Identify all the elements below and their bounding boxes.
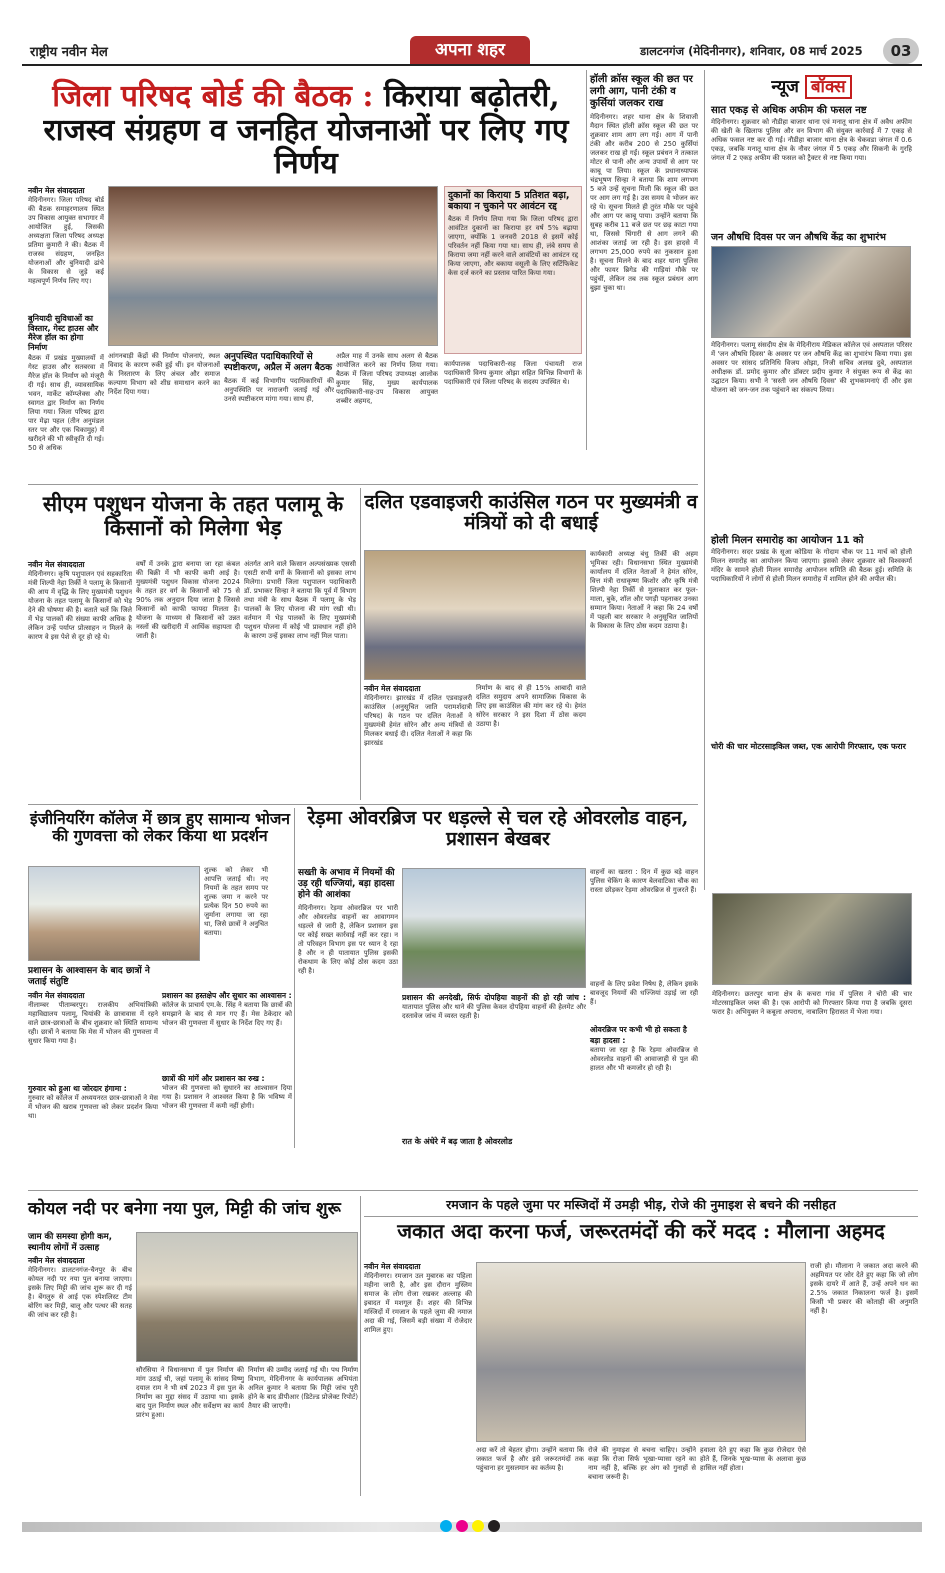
lead-body2: बैठक में प्रखंड मुख्यालयों में गेस्ट हाउस और सतबरवा में मैरेज हॉल के निर्माण को मंजूरी दी गई। साथ ही, व्यावसायिक भवन, मार्केट कॉम्प्लेक्स और स्वागत द्वार निर्माण का निर्णय लिया गया। जिला परिषद द्वारा पार मेढ़ा पहल (तीन अनुमंडल स्तर पर और एक चिकामुह) में खरीदने की भी स्वीकृति दी गई। 50 से अधिक	[28, 354, 104, 452]
dateline: डालटनगंज (मेदिनीनगर), शनिवार, 08 मार्च 2025	[640, 44, 863, 58]
ramzan-banner: रमजान के पहले जुमा पर मस्जिदों में उमड़ी भीड़, रोजे की नुमाइश से बचने की नसीहत	[364, 1196, 918, 1217]
engineering-subhead: प्रशासन के आश्वासन के बाद छात्रों ने जताई संतुष्टि	[28, 966, 150, 987]
lead-photo-meeting	[108, 186, 438, 346]
lead-reporter: नवीन मेल संवाददाता	[28, 186, 85, 195]
ramzan-body2: अदा करें तो बेहतर होगा। उन्होंने बताया कि जकात फर्ज है और इसे जरूरतमंदों तक पहुंचाना हर मुसलमान का कर्तव्य है।	[476, 1446, 584, 1472]
redma-subhead-b: ओवरब्रिज पर कभी भी हो सकता है बड़ा हादसा :	[590, 1025, 687, 1045]
lead-body3: आंगनबाड़ी केंद्रों की निर्माण योजनाएं, स्थल विवाद के कारण रुकी हुई थीं। इन योजनाओं के निस्तारण के लिए अंचल और समाज कल्याण विभाग को शीघ्र समाधान करने का निर्देश दिया गया।	[108, 352, 220, 396]
redma-subhead: सख्ती के अभाव में नियमों की उड़ रही धज्जियां, बड़ा हादसा होने की आशंका	[298, 868, 395, 900]
column-rule	[586, 70, 587, 450]
engineering-body3: शुल्क को लेकर भी आपत्ति जताई थी। नए नियमों के तहत समय पर शुल्क जमा न करने पर प्रत्येक दिन 50 रुपये का जुर्माना लगाया जा रहा था, जिसे छात्रों ने अनुचित बताया।	[204, 866, 268, 937]
koyal-body1: मेदिनीनगर। डालटनगंज-चैनपुर के बीच कोयल नदी पर नया पुल बनाया जाएगा। इसके लिए मिट्टी की जांच शुरू कर दी गई है। बेंगलुरु से आई एक स्पेशलिस्ट टीम बोरिंग कर मिट्टी, बालू और पत्थर की सतह की जांच कर रही है।	[28, 1266, 132, 1319]
ramzan-body5: राजी हो। मौलाना ने जकात अदा करने की अहमियत पर जोर देते हुए कहा कि जो लोग इसके दायरे में आते हैं, उन्हें अपने धन का 2.5% जकात निकालना फर्ज है। इसमें किसी भी प्रकार की कोताही की अनुमति नहीं है।	[810, 1262, 918, 1315]
news-box-b1: मेदिनीनगर। शुक्रवार को नौडीहा बाजार थाना एवं मनातू थाना क्षेत्र में अवैध अफीम की खेती के खिलाफ पुलिस और वन विभाग की संयुक्त कार्रवाई में 7 एकड़ से अधिक फसल नष्ट कर दी गई। नौडीहा बाजार थाना क्षेत्र के चेकवडा जंगल में 0.6 एकड़, जबकि मनातू थाना क्षेत्र के नौवर जंगल में 5 एकड़ और सिकनी के गुरहि जंगल में 2 एकड़ अफीम की फसल को ट्रैक्टर से नष्ट किया गया।	[711, 118, 912, 162]
school-fire-body: मेदिनीनगर। शहर थाना क्षेत्र के शिवाजी मैदान स्थित हॉली क्रॉस स्कूल की छत पर शुक्रवार शाम आग लग गई। आग में पानी टंकी और करीब 200 से 250 कुर्सियां जलकर राख हो गईं। स्कूल प्रबंधन ने तत्काल मोटर से पानी और अन्य उपायों से आग पर काबू पा लिया। स्कूल के प्रधानाध्यापक चंद्रभूषण सिन्हा ने बताया कि शाम लगभग 5 बजे उन्हें सूचना मिली कि स्कूल की छत पर आग लग गई है। उस समय वे भोजन कर रहे थे। सूचना मिलते ही तुरंत मौके पर पहुंचे और आग पर काबू पाया। उन्होंने बताया कि सुबह करीब 11 बजे छत पर छड़ काटा गया था, जिससे चिंगारी से आग लगने की आशंका जताई जा रही है। इस हादसे में लगभग 25,000 रुपये का नुकसान हुआ है। सूचना मिलने के बाद शहर थाना पुलिस और फायर ब्रिगेड की गाड़ियां मौके पर पहुंचीं, लेकिन तब तक स्कूल प्रबंधन आग बुझा चुका था।	[590, 113, 698, 292]
engineering-col2	[162, 990, 292, 1154]
news-box-b3: मेदिनीनगर। सदर प्रखंड के सूआ कोडिया के गोदाम चौक पर 11 मार्च को होली मिलन समारोह का आयोजन किया जाएगा। इसको लेकर शुक्रवार को विश्वकर्मा मंदिर के सामने होली मिलन समारोह आयोजन समिति की बैठक हुई। समिति के पदाधिकारियों ने लोगों से होली मिलन समारोह में शामिल होने की अपील की।	[711, 548, 912, 583]
pashudhan-body3: अंतर्गत आने वाले किसान अल्पसंख्यक एससी एसटी सभी वर्गों के किसानों को इसका लाभ मिलेगा। प्रभारी जिला पशुपालन पदाधिकारी डॉ. प्रभाकर सिन्हा ने बताया कि पूर्व में विभाग तथा मंत्री के साथ बैठक में पलामू के भेड़ पालकों के लिए योजना की मांग रखी थी। वर्तमान में भेड़ पालकों के लिए मुख्यमंत्री पशुधन योजना में कोई भी प्रावधान नहीं होने के कारण उन्हें इसका लाभ नहीं मिल पाता।	[244, 560, 356, 640]
news-box-h2: जन औषधि दिवस पर जन औषधि केंद्र का शुभारंभ	[711, 232, 886, 243]
row-rule	[28, 484, 698, 485]
redma-photo-bridge	[402, 868, 586, 988]
page-number: 03	[883, 38, 919, 64]
ramzan-photo-namaz	[476, 1262, 806, 1442]
redma-body5: यातायात पुलिस और थाने की पुलिस केवल दोपहिया वाहनों की हेलमेट और दस्तावेज जांच में व्यस्त रहती है।	[402, 1003, 586, 1020]
row-rule	[28, 1190, 918, 1191]
ramzan-reporter: नवीन मेल संवाददाता	[364, 1262, 421, 1271]
redma-col4	[590, 1024, 698, 1136]
news-box-label-red: बॉक्स	[805, 75, 852, 99]
redma-subhead-c: प्रशासन की अनदेखी, सिर्फ दोपहिया वाहनों की हो रही जांच :	[402, 993, 586, 1002]
dalit-body2: निर्माण के बाद से ही 15% आबादी वाले दलित समुदाय अपने सामाजिक विकास के लिए इस काउंसिल की मांग कर रहे थे। हेमंत सोरेन सरकार ने इस दिशा में ठोस कदम उठाया है।	[476, 684, 586, 728]
lead-body5: अप्रैल माह में उनके साथ अलग से बैठक आयोजित करने का निर्णय लिया गया। बैठक में जिला परिषद उपाध्यक्ष आलोक कुमार सिंह, मुख्य कार्यपालक पदाधिकारी-सह-उप विकास आयुक्त शब्बीर अहमद,	[336, 352, 438, 405]
school-fire-story	[590, 74, 698, 483]
lead-box-body: बैठक में निर्णय लिया गया कि जिला परिषद द्वारा आवंटित दुकानों का किराया हर वर्ष 5% बढ़ाया जाएगा, क्योंकि 1 जनवरी 2018 से इसमें कोई परिवर्तन नहीं किया गया था। साथ ही, लंबे समय से किराया जमा नहीं करने वाले आवंटियों का आवंटन रद्द किया जाएगा, और बकाया वसूली के लिए सर्टिफिकेट केस दर्ज करने का प्रस्ताव पारित किया गया।	[448, 215, 578, 277]
koyal-subhead: जाम की समस्या होगी कम, स्थानीय लोगों में उत्साह	[28, 1232, 112, 1253]
ramzan-body3: रोजे की नुमाइश से बचना चाहिए। उन्होंने कहा कि रोजा सिर्फ भूखा-प्यासा रहने का नाम नहीं है, बल्कि हर अंग को गुनाहों से बचाना जरूरी है।	[588, 1446, 696, 1481]
lead-headline-red: जिला परिषद बोर्ड की बैठक :	[52, 79, 374, 114]
lead-col-absent	[224, 352, 334, 427]
koyal-headline: कोयल नदी पर बनेगा नया पुल, मिट्टी की जांच शुरू	[28, 1199, 341, 1219]
dalit-body3: कार्यकारी अध्यक्ष बंधु तिर्की की अहम भूमिका रही। विधानसभा स्थित मुख्यमंत्री कार्यालय में दलित नेताओं ने हेमंत सोरेन, वित्त मंत्री राधाकृष्ण किशोर और कृषि मंत्री शिल्पी नेहा तिर्की से मुलाकात कर फूल-माला, बुके, शॉल और पगड़ी पहनाकर उनका सम्मान किया। नेताओं ने कहा कि 24 वर्षों में पहली बार सरकार ने अनुसूचित जातियों के विकास के लिए ठोस कदम उठाया है।	[590, 550, 698, 630]
registration-mark-yellow	[472, 1520, 484, 1532]
engineering-body1: नीलाम्बर पीताम्बरपुर। राजकीय अभियांत्रिकी महाविद्यालय पलामू, चियांकी के छात्रावास में रहने वाले छात्र-छात्राओं के बीच शुक्रवार को स्थिति सामान्य रही। छात्रों ने बताया कि मेस में भोजन की गुणवत्ता में सुधार किया गया है।	[28, 1001, 158, 1045]
news-box-h4: चोरी की चार मोटरसाइकिल जब्त, एक आरोपी गिरफ्तार, एक फरार	[711, 742, 906, 751]
column-rule	[360, 1196, 361, 1496]
news-box-b2: मेदिनीनगर। पलामू संसदीय क्षेत्र के मेदिनीराय मेडिकल कॉलेज एवं अस्पताल परिसर में 'जन औषधि दिवस' के अवसर पर जन औषधि केंद्र का शुभारंभ किया गया। इस अवसर पर सांसद प्रतिनिधि विजय ओझा, निजी सचिव अलख दुबे, अस्पताल अधीक्षक डॉ. प्रमोद कुमार और डॉक्टर प्रदीप कुमार ने संयुक्त रूप से केंद्र का उद्घाटन किया। सभी ने 'सस्ती जन औषधि दिवस' की शुभकामनाएं दीं और इस योजना को जन-जन तक पहुंचाने का संकल्प लिया।	[711, 341, 912, 394]
lead-fact-box	[444, 186, 582, 354]
redma-body3: वाहनों के लिए प्रवेश निषेध है, लेकिन इसके बावजूद नियमों की धज्जियां उड़ाई जा रही हैं।	[590, 980, 698, 1006]
school-fire-headline: हॉली क्रॉस स्कूल की छत पर लगी आग, पानी टंकी व कुर्सियां जलकर राख	[590, 74, 693, 109]
registration-mark-magenta	[456, 1520, 468, 1532]
redma-body2: वाहनों का खतरा : दिन में कुछ बड़े वाहन पुलिस चेकिंग के कारण बेलवाटिका चौक का रास्ता छोड़कर रेड़मा ओवरब्रिज से गुजरते हैं।	[590, 868, 698, 894]
lead-headline-black: किराया बढ़ोतरी, राजस्व संग्रहण व जनहित योजनाओं पर लिए गए निर्णय	[43, 79, 569, 182]
ramzan-body1: मेदिनीनगर। रमजान उल मुबारक का पहिला महीना जारी है, और इस दौरान मुस्लिम समाज के लोग रोजा रखकर अल्लाह की इबादत में मशगूल हैं। शहर की विभिन्न मस्जिदों में रमजान के पहले जुमा की नमाज अदा की गई, जिसमें बड़ी संख्या में रोजेदार शामिल हुए।	[364, 1272, 472, 1334]
koyal-col1	[28, 1232, 132, 1506]
engineering-body4: कॉलेज के प्राचार्य एम.के. सिंह ने बताया कि छात्रों की समझाने के बाद से मान गए हैं। मेस ठेकेदार को भोजन की गुणवत्ता में सुधार के निर्देश दिए गए हैं।	[162, 1001, 292, 1027]
pashudhan-body2: वर्षों में उनके द्वारा बनाया जा रहा कंबल की बिक्री में भी काफी कमी आई है। मुख्यमंत्री पशुधन विकास योजना 2024 के तहत हर वर्ग के किसानों को 75 से 90% तक अनुदान दिया जाता है जिससे किसानों को काफी फायदा मिलता है। योजना के माध्यम से किसानों को उन्नत नस्लों की खरीदारी में आर्थिक सहायता दी जाती है।	[136, 560, 240, 640]
news-box-photo-bikes	[712, 893, 912, 985]
pashudhan-reporter: नवीन मेल संवाददाता	[28, 560, 85, 569]
color-registration-marks	[440, 1520, 500, 1534]
engineering-subhead-b: गुरुवार को हुआ था जोरदार हंगामा :	[28, 1084, 127, 1093]
koyal-reporter: नवीन मेल संवाददाता	[28, 1256, 85, 1265]
redma-body5-wrap	[402, 992, 586, 1132]
redma-night: रात के अंधेरे में बढ़ जाता है ओवरलोड	[402, 1137, 513, 1146]
lead-subhead1: बुनियादी सुविधाओं का विस्तार, गेस्ट हाउस और मैरेज हॉल का होगा निर्माण	[28, 314, 99, 352]
lead-body4: बैठक में कई विभागीय पदाधिकारियों की अनुपस्थिति पर नाराजगी जताई गई और उनसे स्पष्टीकरण मांगा गया। साथ ही,	[224, 377, 334, 403]
engineering-col1	[28, 966, 158, 1154]
news-box-label-black: न्यूज	[771, 77, 799, 97]
news-box-label	[705, 74, 918, 97]
news-box-photo-jan-aushadhi	[711, 246, 911, 338]
lead-body: मेदिनीनगर। जिला परिषद बोर्ड की बैठक समाहरणालय स्थित उप विकास आयुक्त सभागार में आयोजित हुई, जिसकी अध्यक्षता जिला परिषद अध्यक्ष प्रतिमा कुमारी ने की। बैठक में राजस्व संग्रहण, जनहित योजनाओं और बुनियादी ढांचे के विकास से जुड़े कई महत्वपूर्ण निर्णय लिए गए।	[28, 196, 104, 285]
dalit-photo-felicitation	[364, 550, 586, 680]
ramzan-headline: जकात अदा करना फर्ज, जरूरतमंदों की करें मदद : मौलाना अहमद	[397, 1219, 885, 1243]
column-rule	[360, 488, 361, 800]
news-box-column	[704, 70, 918, 890]
ramzan-body4: हवाला देते हुए कहा कि कुछ रोजेदार ऐसे होते हैं, जिनके भूख-प्यास के अलावा कुछ हासिल नहीं होता।	[700, 1446, 806, 1472]
registration-mark-cyan	[440, 1520, 452, 1532]
lead-subhead2: अनुपस्थित पदाधिकारियों से स्पष्टीकरण, अप्रैल में अलग बैठक	[224, 352, 333, 373]
lead-col1	[28, 186, 104, 464]
redma-headline: रेड़मा ओवरब्रिज पर धड़ल्ले से चल रहे ओवरलोड वाहन, प्रशासन बेखबर	[307, 807, 689, 851]
pashudhan-headline: सीएम पशुधन योजना के तहत पलामू के किसानों को मिलेगा भेड़	[42, 491, 344, 540]
engineering-headline: इंजीनियरिंग कॉलेज में छात्र हुए सामान्य भोजन की गुणवत्ता को लेकर किया था प्रदर्शन	[30, 809, 290, 846]
koyal-body3: निर्माण की उम्मीद जताई गई थी। पथ निर्माण विभाग, मेदिनीनगर के कार्यपालक अभियंता अनिल कुमार ने बताया कि मिट्टी जांच पूरी होने के बाद डीपीआर (डिटेल्ड प्रोजेक्ट रिपोर्ट) तैयार की जाएगी।	[248, 1366, 358, 1410]
lead-box-title: दुकानों का किराया 5 प्रतिशत बढ़ा, बकाया न चुकाने पर आवंटन रद्द	[448, 190, 570, 212]
engineering-body2: गुरुवार को कॉलेज में अध्ययनरत छात्र-छात्राओं ने मेस में भोजन की खराब गुणवत्ता को लेकर प्रदर्शन किया था।	[28, 1094, 158, 1120]
redma-body1: मेदिनीनगर। रेड़मा ओवरब्रिज पर भारी और ओवरलोड वाहनों का आवागमन धड़ल्ले से जारी है, लेकिन प्रशासन इस पर कोई सख्त कार्रवाई नहीं कर रहा। न तो परिवहन विभाग इस पर ध्यान दे रहा है और न ही यातायात पुलिस इसकी रोकथाम के लिए कोई ठोस कदम उठा रही है।	[298, 904, 398, 975]
pashudhan-col1	[28, 560, 132, 798]
dalit-body1: मेदिनीनगर। झारखंड में दलित एडवाइजरी काउंसिल (अनुसूचित जाति परामर्शदात्री परिषद) के गठन पर दलित नेताओं ने मुख्यमंत्री हेमंत सोरेन और अन्य मंत्रियों से मिलकर बधाई दी। दलित नेताओं ने कहा कि झारखंड	[364, 694, 472, 747]
registration-mark-black	[488, 1520, 500, 1532]
koyal-photo-bridge-testing	[136, 1232, 358, 1362]
engineering-photo-college	[28, 866, 200, 961]
engineering-body5: भोजन की गुणवत्ता को सुधारने का आश्वासन दिया गया है। प्रशासन ने आश्वस्त किया है कि भविष्य में भोजन की गुणवत्ता में कमी नहीं होगी।	[162, 1084, 292, 1110]
ramzan-col1	[364, 1262, 472, 1494]
lead-body6: कार्यपालक पदाधिकारी-सह जिला पंचायती राज पदाधिकारी विनय कुमार ओझा सहित विभिन्न विभागों के पदाधिकारी एवं जिला परिषद के सदस्य उपस्थित थे।	[444, 360, 582, 386]
section-tab: अपना शहर	[410, 36, 530, 64]
engineering-subhead-c: प्रशासन का हस्तक्षेप और सुधार का आश्वासन :	[162, 991, 292, 1000]
dalit-headline: दलित एडवाइजरी काउंसिल गठन पर मुख्यमंत्री व मंत्रियों को दी बधाई	[364, 491, 698, 535]
news-box-h1: सात एकड़ से अधिक अफीम की फसल नष्ट	[711, 105, 867, 116]
lead-headline	[28, 80, 584, 181]
news-box-h3: होली मिलन समारोह का आयोजन 11 को	[711, 535, 864, 546]
redma-col1	[298, 868, 398, 1174]
engineering-reporter: नवीन मेल संवाददाता	[28, 991, 85, 1000]
dalit-reporter: नवीन मेल संवाददाता	[364, 684, 421, 693]
koyal-body2: सौरसिया ने विधानसभा में पुल निर्माण की मांग उठाई थी, जहां पलामू के सांसद विष्णु दयाल राम ने भी वर्ष 2023 में इस पुल के निर्माण का मुद्दा संसद में उठाया था। इसके बाद पुल निर्माण स्थल और सर्वेक्षण का कार्य प्रारंभ हुआ।	[136, 1366, 244, 1419]
masthead: राष्ट्रीय नवीन मेल	[30, 45, 108, 60]
redma-body4: बताया जा रहा है कि रेड़मा ओवरब्रिज से ओवरलोड वाहनों की आवाजाही से पुल की हालत और भी कमजोर हो रही है।	[590, 1046, 698, 1072]
engineering-subhead-d: छात्रों की मांगें और प्रशासन का रुख :	[162, 1074, 265, 1083]
pashudhan-body1: मेदिनीनगर। कृषि पशुपालन एवं सहकारिता मंत्री शिल्पी नेहा तिर्की ने पलामू के किसानों की आय में वृद्धि के लिए मुख्यमंत्री पशुधन योजना के तहत पलामू के किसानों को भेड़ देने की घोषणा की है। बताते चलें कि जिले में भेड़ पालकों की संख्या काफी अधिक है लेकिन उन्हें पर्याप्त प्रोत्साहन न मिलने के कारण वे इस पेशे से दूर हो रहे थे।	[28, 570, 132, 641]
news-box-b4: मेदिनीनगर। छतरपुर थाना क्षेत्र के कचरा गांव में पुलिस ने चोरी की चार मोटरसाइकिल जब्त की है। एक आरोपी को गिरफ्तार किया गया है जबकि दूसरा फरार है। अभियुक्त ने कबूला अपराध, नाबालिग हिरासत में भेजा गया।	[712, 990, 912, 1016]
dalit-col1	[364, 684, 472, 799]
row-rule	[28, 804, 698, 805]
column-rule	[294, 808, 295, 1148]
